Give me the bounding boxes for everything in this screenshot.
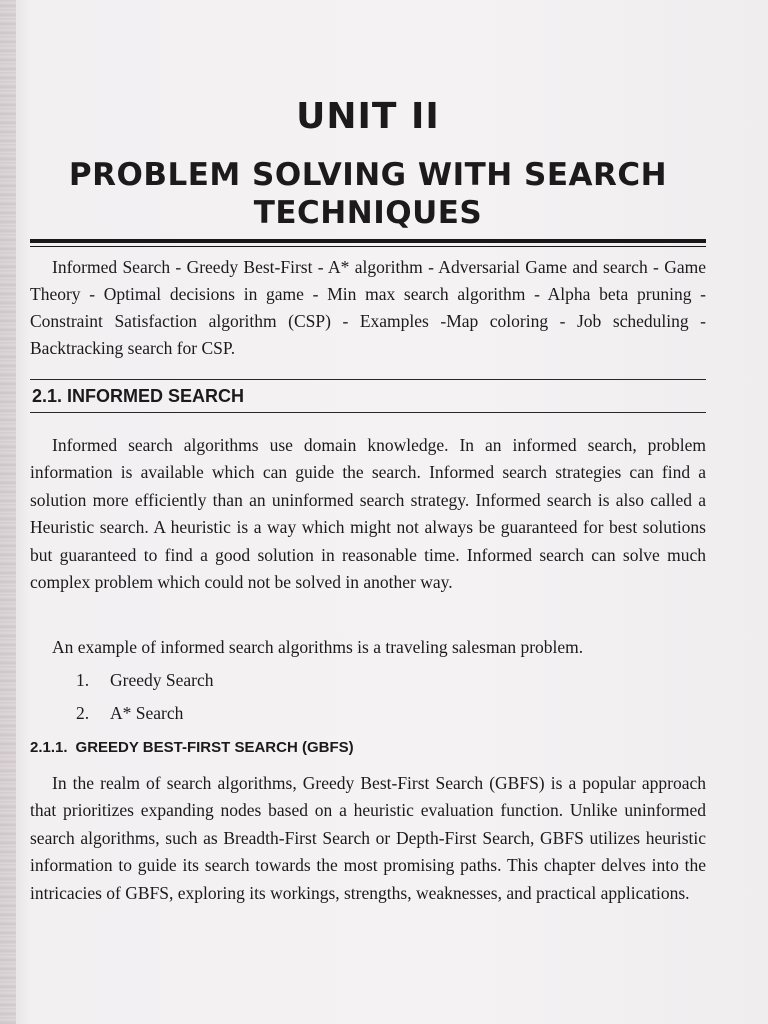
subsection-title: GREEDY BEST-FIRST SEARCH (GBFS)	[75, 739, 354, 756]
list-item-text: A* Search	[110, 703, 184, 723]
page-binding-edge	[0, 0, 16, 1024]
unit-title: UNIT II	[296, 96, 440, 137]
subsection-number: 2.1.1.	[30, 739, 68, 756]
section-rule-bottom	[30, 412, 706, 413]
title-divider	[30, 239, 706, 243]
list-item-number: 2.	[76, 703, 90, 723]
list-item-number: 1.	[76, 670, 90, 690]
subsection-paragraph: In the realm of search algorithms, Greedy Best-First Search (GBFS) is a popular approach that prioritizes expanding nodes based on a heuristic evaluation function. Unlike uninformed search algorithms, such as Breadth-First Search or Depth-First Search, GBFS utilizes heuristic information to guide its search towards the most promising paths. This chapter delves into the intricacies of GBFS, exploring its workings, strengths, weaknesses, and practical applications.	[30, 773, 706, 903]
section-paragraph-1: Informed search algorithms use domain knowledge. In an informed search, problem information is available which can guide the search. Informed search strategies can find a solution more efficiently than an uninformed search strategy. Informed search is also called a Heuristic search. A heuristic is a way which might not always be guaranteed for best solutions but guaranteed to find a good solution in reasonable time. Informed search can solve much complex problem which could not be solved in another way.	[30, 435, 706, 593]
list-item-text: Greedy Search	[110, 670, 214, 690]
section-heading	[32, 386, 244, 407]
list-item	[76, 664, 214, 697]
algorithm-list	[76, 664, 214, 730]
chapter-title: PROBLEM SOLVING WITH SEARCH TECHNIQUES	[68, 157, 668, 231]
title-divider-thin	[30, 246, 706, 247]
section-title: INFORMED SEARCH	[67, 386, 245, 406]
section-paragraph-2: An example of informed search algorithms is a traveling salesman problem.	[52, 637, 584, 657]
list-item	[76, 697, 214, 730]
unit-syllabus: Informed Search - Greedy Best-First - A* algorithm - Adversarial Game and search - Game Theory - Optimal decisions in game - Min max search algorithm - Alpha beta pruning - Constraint Satisfaction algorithm (CSP) - Examples -Map coloring - Job scheduling - Backtracking search for CSP.	[30, 257, 706, 358]
subsection-heading	[30, 739, 354, 756]
section-number: 2.1.	[32, 386, 63, 406]
section-rule-top	[30, 379, 706, 380]
